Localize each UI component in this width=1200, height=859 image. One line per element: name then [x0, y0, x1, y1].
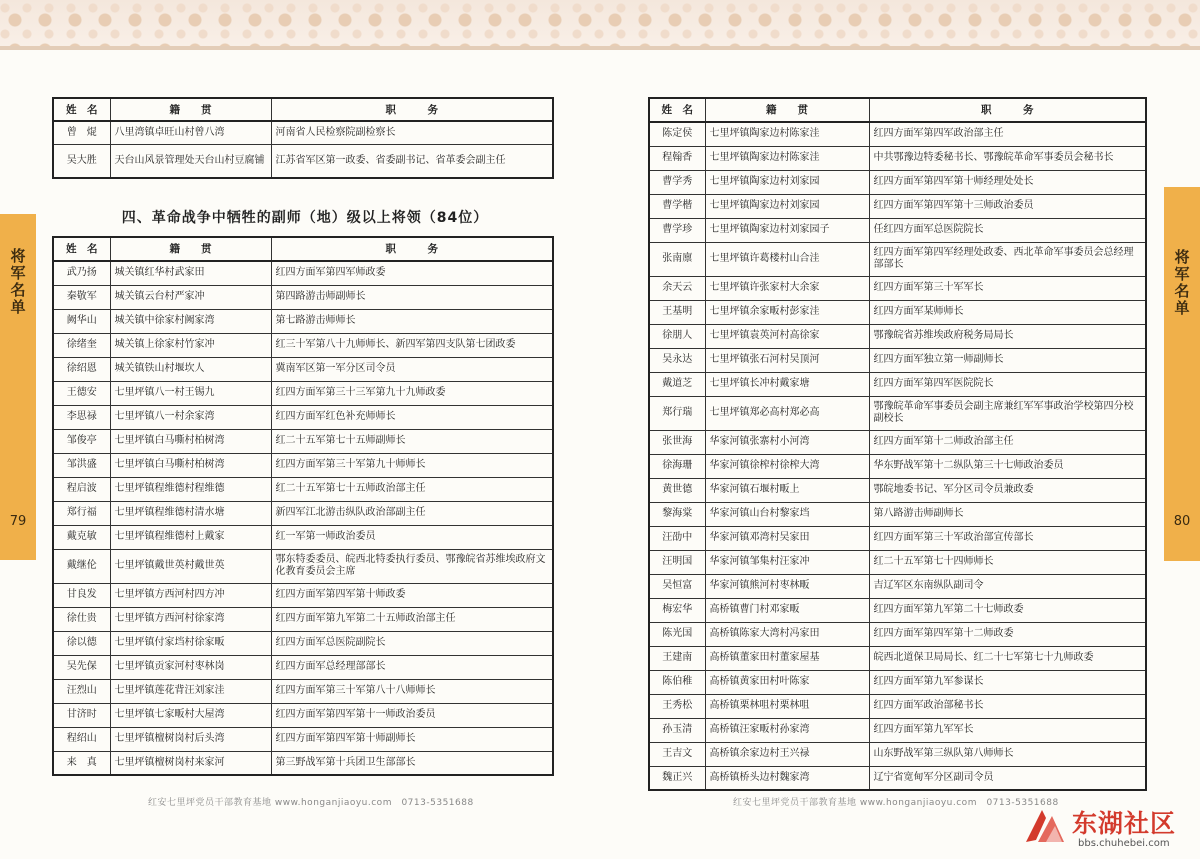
cell-origin: 华家河镇张寨村小河湾: [705, 430, 869, 454]
cell-origin: 华家河镇熊河村枣林畈: [705, 574, 869, 598]
cell-name: 武乃扬: [53, 261, 110, 285]
cell-position: 红四方面军第三十军第八十八师师长: [271, 679, 553, 703]
cell-name: 邹俊亭: [53, 429, 110, 453]
cell-origin: 七里坪镇八一村王锡九: [110, 381, 271, 405]
cell-origin: 七里坪镇檀树岗村后头湾: [110, 727, 271, 751]
cell-name: 陈光国: [649, 622, 705, 646]
cell-position: 鄂皖地委书记、军分区司令员兼政委: [869, 478, 1146, 502]
table-row: [649, 300, 1146, 324]
cell-name: 孙玉清: [649, 718, 705, 742]
cell-origin: 华家河镇邓湾村吴家田: [705, 526, 869, 550]
page-number: 79: [9, 514, 27, 529]
cell-position: 红四方面军第四军政治部主任: [869, 122, 1146, 146]
table-row: [53, 333, 553, 357]
cell-position: 红四方面军第四军师政委: [271, 261, 553, 285]
cell-position: 红四方面军第四军第十师副师长: [271, 727, 553, 751]
cell-name: 徐海珊: [649, 454, 705, 478]
cell-position: 第八路游击师副师长: [869, 502, 1146, 526]
table-row: [649, 454, 1146, 478]
cell-position: 鄂豫皖革命军事委员会副主席兼红军军事政治学校第四分校副校长: [869, 396, 1146, 430]
table-row: [53, 405, 553, 429]
cell-name: 徐朋人: [649, 324, 705, 348]
cell-position: 红四方面军第四军第十师政委: [271, 583, 553, 607]
decorative-banner: [0, 0, 1200, 50]
cell-origin: 高桥镇陈家大湾村冯家田: [705, 622, 869, 646]
cell-origin: 七里坪镇许葛楼村山合洼: [705, 242, 869, 276]
cell-name: 曾 焜: [53, 121, 110, 144]
table-row: [53, 727, 553, 751]
table-row: [649, 324, 1146, 348]
table-row: [649, 622, 1146, 646]
cell-name: 曹学珍: [649, 218, 705, 242]
cell-origin: 城关镇铁山村堰坎人: [110, 357, 271, 381]
cell-position: 红四方面军红色补充师师长: [271, 405, 553, 429]
cell-origin: 七里坪镇许张家村大余家: [705, 276, 869, 300]
left-side-tab: [0, 214, 36, 560]
cell-origin: 高桥镇董家田村董家屋基: [705, 646, 869, 670]
cell-position: 红四方面军某师师长: [869, 300, 1146, 324]
table-row: [649, 194, 1146, 218]
table-row: [53, 631, 553, 655]
header-origin: 籍 贯: [705, 98, 869, 122]
cell-name: 王基明: [649, 300, 705, 324]
cell-origin: 城关镇红华村武家田: [110, 261, 271, 285]
cell-position: 红四方面军第十二师政治部主任: [869, 430, 1146, 454]
table-row: [649, 478, 1146, 502]
cell-name: 吴先保: [53, 655, 110, 679]
table-row: [649, 170, 1146, 194]
cell-name: 程翰香: [649, 146, 705, 170]
cell-origin: 七里坪镇白马嘶村柏树湾: [110, 453, 271, 477]
cell-name: 王德安: [53, 381, 110, 405]
cell-origin: 七里坪镇莲花背汪刘家洼: [110, 679, 271, 703]
cell-origin: 华家河镇徐榨村徐榨大湾: [705, 454, 869, 478]
cell-position: 红四方面军第四军第十三师政治委员: [869, 194, 1146, 218]
cell-origin: 七里坪镇陶家边村陈家洼: [705, 146, 869, 170]
cell-name: 来 真: [53, 751, 110, 775]
table-row: [649, 718, 1146, 742]
side-tab-label: 将 军 名 单: [1174, 248, 1190, 317]
cell-position: 红四方面军第四军第十一师政治委员: [271, 703, 553, 727]
header-name: 姓 名: [53, 98, 110, 121]
cell-position: 红四方面军第九军参谋长: [869, 670, 1146, 694]
cell-position: 任红四方面军总医院院长: [869, 218, 1146, 242]
header-origin: 籍 贯: [110, 237, 271, 261]
table-row: [53, 679, 553, 703]
table-row: [649, 526, 1146, 550]
table-row: [53, 607, 553, 631]
cell-position: 红二十五军第七十五师政治部主任: [271, 477, 553, 501]
cell-name: 戴克敏: [53, 525, 110, 549]
cell-name: 汪烈山: [53, 679, 110, 703]
table-row: [649, 122, 1146, 146]
cell-name: 王秀松: [649, 694, 705, 718]
header-position: 职 务: [271, 98, 553, 121]
cell-origin: 华家河镇山台村黎家垱: [705, 502, 869, 526]
table-row: [53, 525, 553, 549]
cell-name: 黄世德: [649, 478, 705, 502]
table-row: [53, 429, 553, 453]
cell-origin: 七里坪镇余家畈村彭家洼: [705, 300, 869, 324]
cell-origin: 七里坪镇陶家边村陈家洼: [705, 122, 869, 146]
cell-origin: 高桥镇余家边村王兴禄: [705, 742, 869, 766]
watermark-logo-icon: [1022, 806, 1068, 846]
cell-position: 红四方面军第四军经理处政委、西北革命军事委员会总经理部部长: [869, 242, 1146, 276]
cell-origin: 高桥镇黄家田村叶陈家: [705, 670, 869, 694]
cell-origin: 华家河镇石堰村畈上: [705, 478, 869, 502]
cell-name: 曹学秀: [649, 170, 705, 194]
table-row: [53, 309, 553, 333]
cell-position: 红四方面军第三十军军长: [869, 276, 1146, 300]
cell-position: 红三十军第八十九师师长、新四军第四支队第七团政委: [271, 333, 553, 357]
table-row: [53, 583, 553, 607]
cell-position: 新四军江北游击纵队政治部副主任: [271, 501, 553, 525]
cell-position: 中共鄂豫边特委秘书长、鄂豫皖革命军事委员会秘书长: [869, 146, 1146, 170]
table-row: [649, 550, 1146, 574]
table-row: [649, 670, 1146, 694]
cell-position: 河南省人民检察院副检察长: [271, 121, 553, 144]
cell-name: 王建南: [649, 646, 705, 670]
cell-position: 第三野战军第十兵团卫生部部长: [271, 751, 553, 775]
cell-position: 红四方面军第三十军第九十师师长: [271, 453, 553, 477]
table-row: [649, 372, 1146, 396]
cell-name: 阙华山: [53, 309, 110, 333]
cell-name: 吴恒富: [649, 574, 705, 598]
cell-origin: 七里坪镇方西河村四方冲: [110, 583, 271, 607]
cell-name: 徐绪奎: [53, 333, 110, 357]
cell-position: 红四方面军第九军第二十五师政治部主任: [271, 607, 553, 631]
table-row: [53, 501, 553, 525]
table-row: [649, 694, 1146, 718]
cell-position: 红一军第一师政治委员: [271, 525, 553, 549]
header-position: 职 务: [271, 237, 553, 261]
top-roster-table: [52, 97, 554, 179]
cell-origin: 城关镇中徐家村阙家湾: [110, 309, 271, 333]
cell-name: 陈伯稚: [649, 670, 705, 694]
table-row: [649, 766, 1146, 790]
table-row: [649, 502, 1146, 526]
table-row: [649, 348, 1146, 372]
cell-name: 秦敬军: [53, 285, 110, 309]
cell-position: 红四方面军总经理部部长: [271, 655, 553, 679]
cell-name: 曹学楷: [649, 194, 705, 218]
cell-name: 吴大胜: [53, 144, 110, 178]
header-name: 姓 名: [53, 237, 110, 261]
cell-origin: 七里坪镇戴世英村戴世英: [110, 549, 271, 583]
cell-position: 红二十五军第七十五师副师长: [271, 429, 553, 453]
cell-origin: 七里坪镇程维德村程维德: [110, 477, 271, 501]
cell-name: 邹洪盛: [53, 453, 110, 477]
cell-name: 徐仕贵: [53, 607, 110, 631]
watermark: [1022, 800, 1197, 856]
side-tab-label: 将 军 名 单: [10, 247, 26, 316]
cell-name: 戴继伦: [53, 549, 110, 583]
cell-origin: 七里坪镇陶家边村刘家园: [705, 170, 869, 194]
watermark-url: bbs.chuhebei.com: [1078, 838, 1170, 849]
header-name: 姓 名: [649, 98, 705, 122]
cell-position: 红四方面军政治部秘书长: [869, 694, 1146, 718]
table-row: [53, 549, 553, 583]
cell-name: 甘济时: [53, 703, 110, 727]
cell-origin: 七里坪镇付家垱村徐家畈: [110, 631, 271, 655]
cell-position: 吉辽军区东南纵队副司令: [869, 574, 1146, 598]
cell-position: 红四方面军总医院副院长: [271, 631, 553, 655]
cell-origin: 华家河镇邹集村汪家冲: [705, 550, 869, 574]
table-row: [53, 357, 553, 381]
cell-origin: 八里湾镇卓旺山村曾八湾: [110, 121, 271, 144]
table-row: [53, 751, 553, 775]
header-origin: 籍 贯: [110, 98, 271, 121]
right-footer: 红安七里坪党员干部教育基地 www.honganjiaoyu.com 0713-5351688: [733, 798, 1059, 808]
cell-name: 吴永达: [649, 348, 705, 372]
cell-origin: 七里坪镇程维德村上戴家: [110, 525, 271, 549]
cell-position: 鄂豫皖省苏维埃政府税务局局长: [869, 324, 1146, 348]
cell-position: 红四方面军第九军第二十七师政委: [869, 598, 1146, 622]
cell-name: 李思禄: [53, 405, 110, 429]
table-row: [53, 121, 553, 144]
table-row: [53, 655, 553, 679]
cell-position: 红二十五军第七十四师师长: [869, 550, 1146, 574]
cell-origin: 七里坪镇郑必高村郑必高: [705, 396, 869, 430]
cell-origin: 七里坪镇方西河村徐家湾: [110, 607, 271, 631]
cell-position: 红四方面军第四军第十师经理处处长: [869, 170, 1146, 194]
cell-position: 华东野战军第十二纵队第三十七师政治委员: [869, 454, 1146, 478]
cell-origin: 七里坪镇白马嘶村柏树湾: [110, 429, 271, 453]
table-row: [649, 276, 1146, 300]
cell-origin: 七里坪镇袁英河村高徐家: [705, 324, 869, 348]
table-row: [649, 396, 1146, 430]
table-row: [53, 261, 553, 285]
cell-position: 红四方面军第三十军政治部宣传部长: [869, 526, 1146, 550]
cell-name: 张世海: [649, 430, 705, 454]
cell-origin: 七里坪镇陶家边村刘家园: [705, 194, 869, 218]
cell-origin: 七里坪镇张石河村吴顶河: [705, 348, 869, 372]
cell-position: 山东野战军第三纵队第八师师长: [869, 742, 1146, 766]
cell-position: 红四方面军第四军第十二师政委: [869, 622, 1146, 646]
table-row: [53, 703, 553, 727]
cell-position: 红四方面军第三十三军第九十九师政委: [271, 381, 553, 405]
cell-origin: 七里坪镇七家畈村大屋湾: [110, 703, 271, 727]
cell-name: 魏正兴: [649, 766, 705, 790]
cell-origin: 城关镇上徐家村竹家冲: [110, 333, 271, 357]
cell-name: 徐绍恩: [53, 357, 110, 381]
cell-origin: 高桥镇桥头边村魏家湾: [705, 766, 869, 790]
cell-name: 梅宏华: [649, 598, 705, 622]
cell-origin: 七里坪镇八一村余家湾: [110, 405, 271, 429]
cell-position: 江苏省军区第一政委、省委副书记、省革委会副主任: [271, 144, 553, 178]
cell-position: 红四方面军独立第一师副师长: [869, 348, 1146, 372]
right-side-tab: [1164, 187, 1200, 561]
table-row: [649, 242, 1146, 276]
cell-name: 徐以德: [53, 631, 110, 655]
cell-position: 皖西北道保卫局局长、红二十七军第七十九师政委: [869, 646, 1146, 670]
left-roster-table: [52, 236, 554, 776]
table-row: [649, 574, 1146, 598]
table-row: [53, 285, 553, 309]
cell-origin: 七里坪镇长冲村戴家塘: [705, 372, 869, 396]
cell-name: 王吉文: [649, 742, 705, 766]
cell-name: 余天云: [649, 276, 705, 300]
cell-position: 辽宁省宽甸军分区副司令员: [869, 766, 1146, 790]
cell-origin: 高桥镇曹门村邓家畈: [705, 598, 869, 622]
table-row: [649, 146, 1146, 170]
table-row: [649, 742, 1146, 766]
cell-origin: 七里坪镇陶家边村刘家园子: [705, 218, 869, 242]
cell-position: 红四方面军第九军军长: [869, 718, 1146, 742]
cell-origin: 七里坪镇贡家河村枣林岗: [110, 655, 271, 679]
cell-origin: 城关镇云台村严家冲: [110, 285, 271, 309]
cell-position: 第四路游击师副师长: [271, 285, 553, 309]
cell-name: 黎海棠: [649, 502, 705, 526]
table-row: [53, 453, 553, 477]
cell-name: 张南廪: [649, 242, 705, 276]
header-position: 职 务: [869, 98, 1146, 122]
cell-position: 鄂东特委委员、皖西北特委执行委员、鄂豫皖省苏维埃政府文化教育委员会主席: [271, 549, 553, 583]
cell-origin: 七里坪镇檀树岗村来家河: [110, 751, 271, 775]
left-footer: 红安七里坪党员干部教育基地 www.honganjiaoyu.com 0713-5351688: [148, 798, 474, 808]
cell-name: 陈定侯: [649, 122, 705, 146]
watermark-brand: 东湖社区: [1072, 809, 1177, 838]
cell-name: 郑行福: [53, 501, 110, 525]
cell-origin: 高桥镇汪家畈村孙家湾: [705, 718, 869, 742]
table-row: [649, 218, 1146, 242]
cell-name: 甘良发: [53, 583, 110, 607]
cell-position: 冀南军区第一军分区司令员: [271, 357, 553, 381]
table-row: [649, 430, 1146, 454]
cell-name: 程启波: [53, 477, 110, 501]
right-roster-table: [648, 97, 1147, 791]
cell-origin: 七里坪镇程维德村清水塘: [110, 501, 271, 525]
cell-origin: 天台山风景管理处天台山村豆腐铺: [110, 144, 271, 178]
table-row: [53, 381, 553, 405]
table-row: [53, 477, 553, 501]
cell-name: 程绍山: [53, 727, 110, 751]
table-row: [649, 646, 1146, 670]
section-title: 四、革命战争中牺牲的副师（地）级以上将领（84位）: [121, 210, 489, 226]
cell-name: 戴道芝: [649, 372, 705, 396]
cell-position: 红四方面军第四军医院院长: [869, 372, 1146, 396]
table-row: [53, 144, 553, 178]
cell-origin: 高桥镇栗林咀村栗林咀: [705, 694, 869, 718]
cell-name: 汪明国: [649, 550, 705, 574]
cell-position: 第七路游击师师长: [271, 309, 553, 333]
page-number: 80: [1173, 514, 1191, 529]
table-row: [649, 598, 1146, 622]
cell-name: 汪劭中: [649, 526, 705, 550]
cell-name: 郑行瑞: [649, 396, 705, 430]
